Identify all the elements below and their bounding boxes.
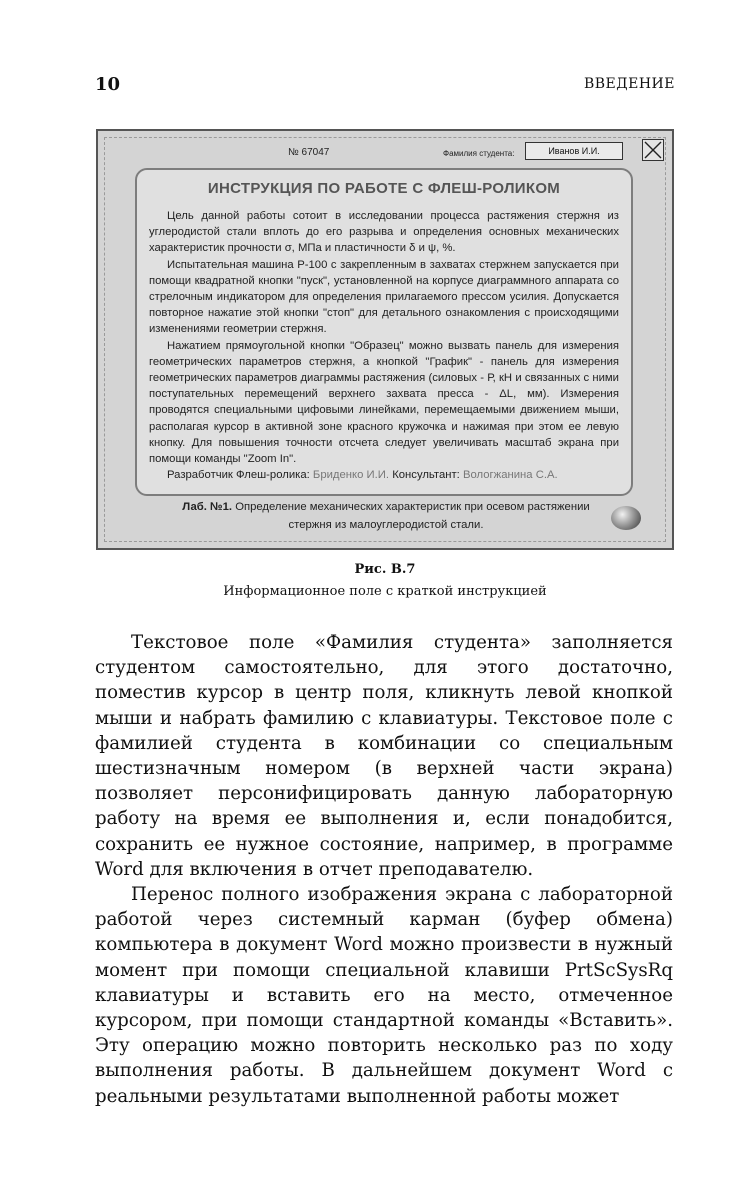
- screenshot-figure: [96, 129, 674, 550]
- lab-title-text: Определение механических характеристик при осевом растяжении стержня из малоуглеродистой стали.: [235, 501, 590, 531]
- close-icon: [643, 140, 663, 160]
- nav-button[interactable]: [611, 506, 641, 530]
- instruction-body: [149, 208, 619, 483]
- lab-title-bold: Лаб. №1.: [182, 501, 233, 513]
- body-paragraph: Текстовое поле «Фамилия студента» заполняется студентом самостоятельно, для этого достаточно, поместив курсор в центр поля, кликнуть левой кнопкой мыши и набрать фамилию с клавиатуры. Текстовое поле с фамилией студента в комбинации со специальным шестизначным номером (в верхней части экрана) позволяет персонифицировать данную лабораторную работу на время ее выполнения и, если понадобится, сохранить ее нужное состояние, например, в программе Word для включения в отчет преподавателю.: [95, 632, 673, 880]
- student-name-field[interactable]: Иванов И.И.: [525, 142, 623, 160]
- consultant-label: Консультант:: [392, 469, 460, 482]
- student-label: Фамилия студента:: [443, 149, 515, 158]
- developer-name: Бриденко И.И.: [312, 469, 390, 482]
- body-text: [95, 630, 673, 1109]
- section-title: ВВЕДЕНИЕ: [583, 76, 675, 92]
- body-paragraph: Перенос полного изображения экрана с лабораторной работой через системный карман (буфер обмена) компьютера в документ Word можно произвести в нужный момент при помощи специальной клавиши PrtScSysRq клавиатуры и вставить его на место, отмеченное курсором, при помощи стандартной команды «Вставить». Эту операцию можно повторить несколько раз по ходу выполнения работы. В дальнейшем документ Word с реальными результатами выполненной работы может: [95, 884, 673, 1107]
- consultant-name: Вологжанина С.А.: [462, 469, 558, 482]
- close-button[interactable]: [642, 139, 664, 161]
- figure-caption-text: Информационное поле с краткой инструкцией: [223, 584, 547, 599]
- lab-number: № 67047: [288, 147, 330, 158]
- instruction-paragraph: Испытательная машина Р-100 с закрепленным в захватах стержнем запускается при помощи квадратной кнопки "пуск", установленной на корпусе диаграммного аппарата со стрелочным индикатором для определения прилагаемого прессом усилия. Допускается повторное нажатие этой кнопки "стоп" для детального ознакомления с происходящими изменениями геометрии стержня.: [149, 258, 619, 336]
- figure-caption-title: Рис. В.7: [354, 562, 416, 577]
- instruction-panel: [135, 168, 633, 496]
- credits-line: [149, 467, 619, 483]
- page-number: 10: [95, 74, 121, 95]
- lab-description: [176, 498, 596, 534]
- developer-label: Разработчик Флеш-ролика:: [167, 469, 310, 482]
- instruction-paragraph: Цель данной работы сотоит в исследовании процесса растяжения стержня из углеродистой стали вплоть до его разрыва и определения основных механических характеристик прочности σ, МПа и пластичности δ и ψ, %.: [149, 210, 619, 255]
- running-head: [95, 74, 675, 98]
- instruction-title: ИНСТРУКЦИЯ ПО РАБОТЕ С ФЛЕШ-РОЛИКОМ: [207, 180, 561, 197]
- instruction-paragraph: Нажатием прямоугольной кнопки "Образец" можно вызвать панель для измерения геометрических параметров стержня, а кнопкой "График" - панель для измерения геометрических параметров диаграммы растяжения (силовых - Р, кН и связанных с ними поступательных перемещений верхнего захвата пресса - ΔL, мм). Измерения проводятся специальными цифовыми линейками, перемещаемыми движением мыши, располагая курсор в активной зоне красного кружочка и нажимая при этом ее левую кнопку. Для повышения точности отсчета следует увеличивать масштаб экрана при помощи команды "Zoom In".: [149, 339, 619, 466]
